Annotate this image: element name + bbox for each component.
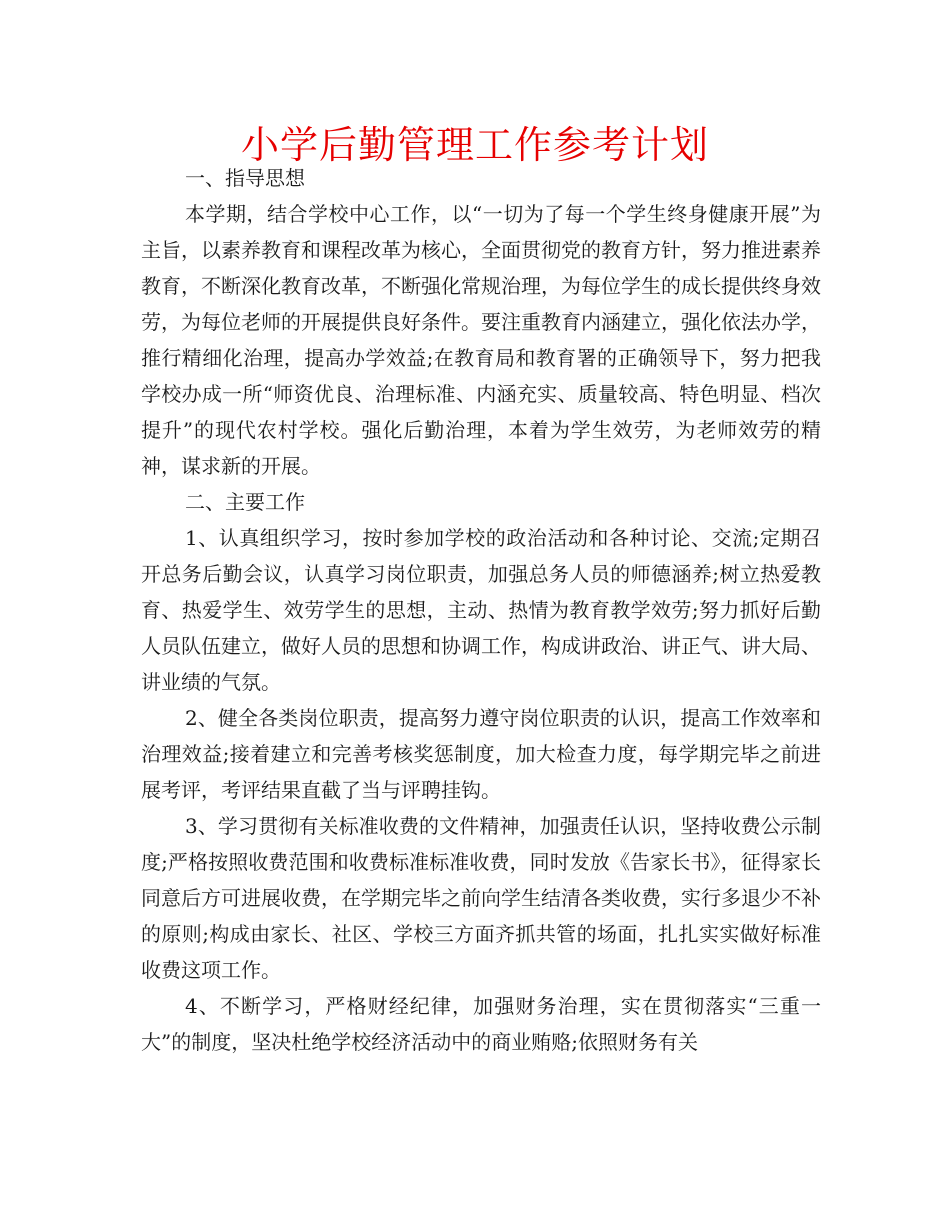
paragraph-main-work-1: 1、认真组织学习，按时参加学校的政治活动和各种讨论、交流;定期召开总务后勤会议，认真学习岗位职责，加强总务人员的师德涵养;树立热爱教育、热爱学生、效劳学生的思想，主动、热情为教育教学效劳;努力抓好后勤人员队伍建立，做好人员的思想和协调工作，构成讲政治、讲正气、讲大局、讲业绩的气氛。 <box>141 526 821 694</box>
document-body <box>141 160 821 1060</box>
paragraph-main-work-3: 3、学习贯彻有关标准收费的文件精神，加强责任认识，坚持收费公示制度;严格按照收费范围和收费标准标准收费，同时发放《告家长书》，征得家长同意后方可进展收费，在学期完毕之前向学生结清各类收费，实行多退少不补的原则;构成由家长、社区、学校三方面齐抓共管的场面，扎扎实实做好标准收费这项工作。 <box>141 814 821 982</box>
document-title: 小学后勤管理工作参考计划 <box>240 123 709 167</box>
paragraph-main-work-4: 4、不断学习，严格财经纪律，加强财务治理，实在贯彻落实“三重一大”的制度，坚决杜绝学校经济活动中的商业贿赂;依照财务有关 <box>141 994 821 1054</box>
paragraph-guiding-ideology: 本学期，结合学校中心工作，以“一切为了每一个学生终身健康开展”为主旨，以素养教育和课程改革为核心，全面贯彻党的教育方针，努力推进素养教育，不断深化教育改革，不断强化常规治理，为每位学生的成长提供终身效劳，为每位老师的开展提供良好条件。要注重教育内涵建立，强化依法办学，推行精细化治理，提高办学效益;在教育局和教育署的正确领导下，努力把我学校办成一所“师资优良、治理标准、内涵充实、质量较高、特色明显、档次提升”的现代农村学校。强化后勤治理，本着为学生效劳，为老师效劳的精神，谋求新的开展。 <box>141 202 821 478</box>
paragraph-main-work-2: 2、健全各类岗位职责，提高努力遵守岗位职责的认识，提高工作效率和治理效益;接着建立和完善考核奖惩制度，加大检查力度，每学期完毕之前进展考评，考评结果直截了当与评聘挂钩。 <box>141 706 821 802</box>
section-heading-guiding-ideology: 一、指导思想 <box>185 166 305 190</box>
section-heading-main-work: 二、主要工作 <box>185 490 305 514</box>
